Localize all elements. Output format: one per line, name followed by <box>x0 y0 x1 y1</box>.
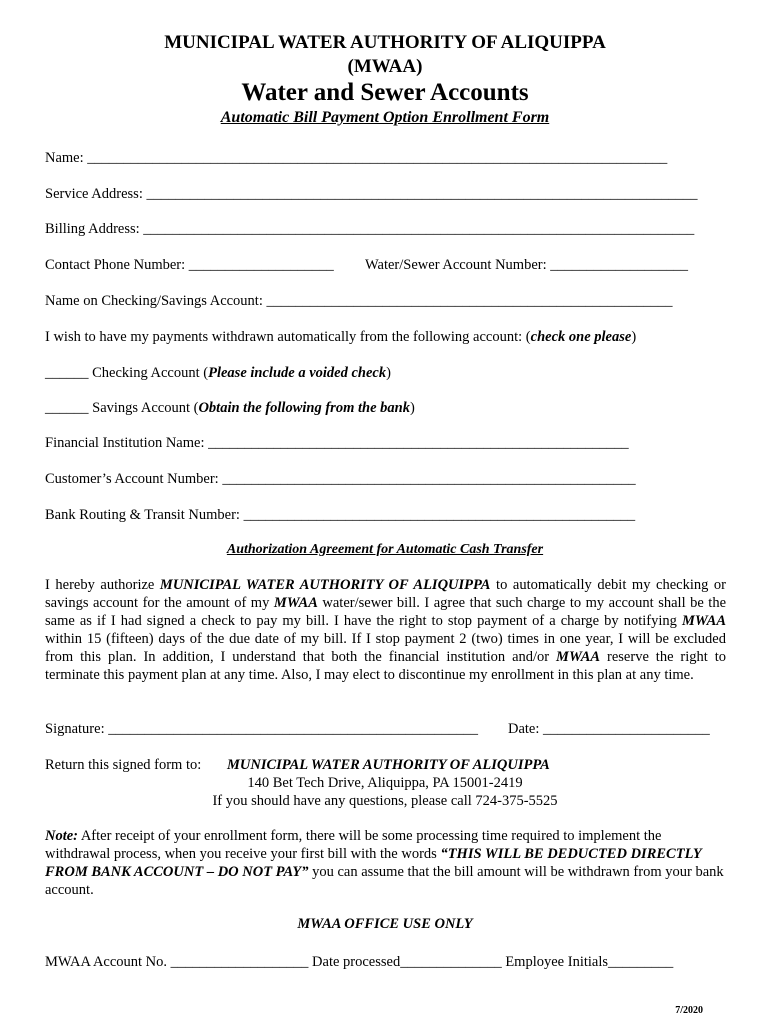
return-label: Return this signed form to: <box>45 757 202 773</box>
name-field[interactable]: Name: ________________________________________________________________________________ <box>45 150 668 166</box>
office-use-fields[interactable]: MWAA Account No. ___________________ Date processed______________ Employee Initials_________ <box>45 954 674 970</box>
page-subtitle: Automatic Bill Payment Option Enrollment Form <box>220 109 550 126</box>
account-number-field[interactable]: Water/Sewer Account Number: ___________________ <box>365 257 689 273</box>
account-choice-intro: I wish to have my payments withdrawn automatically from the following account: (check one please) <box>45 329 637 345</box>
service-address-field[interactable]: Service Address: ____________________________________________________________________________ <box>45 186 698 202</box>
revision-date: 7/2020 <box>675 1005 703 1016</box>
date-field[interactable]: Date: _______________________ <box>508 721 710 737</box>
checking-account-option[interactable]: ______ Checking Account (Please include a voided check) <box>45 365 391 381</box>
note-paragraph: Note: After receipt of your enrollment form, there will be some processing time required to implement the withdrawal process, when you receive your first bill with the words “THIS WILL BE DEDUCTED DIRECTLY FROM BANK ACCOUNT – DO NOT PAY” you can assume that the bill amount will be withdrawn from your bank account. <box>45 828 724 898</box>
authorization-title: Authorization Agreement for Automatic Cash Transfer <box>226 542 544 557</box>
customer-account-field[interactable]: Customer’s Account Number: _________________________________________________________ <box>45 471 636 487</box>
header-abbreviation: (MWAA) <box>347 56 423 77</box>
questions-phone: If you should have any questions, please call 724-375-5525 <box>212 793 558 809</box>
billing-address-field[interactable]: Billing Address: ____________________________________________________________________________ <box>45 221 695 237</box>
return-organization: MUNICIPAL WATER AUTHORITY OF ALIQUIPPA <box>227 757 550 773</box>
return-address: 140 Bet Tech Drive, Aliquippa, PA 15001-2419 <box>247 775 523 791</box>
office-use-title: MWAA OFFICE USE ONLY <box>297 916 473 932</box>
authorization-paragraph: I hereby authorize MUNICIPAL WATER AUTHORITY OF ALIQUIPPA to automatically debit my checking or savings account for the amount of my MWAA water/sewer bill. I agree that such charge to my account shall be the same as if I had signed a check to pay my bill. I have the right to stop payment of a charge by notifying MWAA within 15 (fifteen) days of the due date of my bill. If I stop payment 2 (two) times in one year, I will be excluded from this plan. In addition, I understand that both the financial institution and/or MWAA reserve the right to terminate this payment plan at any time. Also, I may elect to discontinue my enrollment in this plan at any time. <box>45 577 727 683</box>
financial-institution-field[interactable]: Financial Institution Name: __________________________________________________________ <box>45 435 629 451</box>
savings-account-option[interactable]: ______ Savings Account (Obtain the following from the bank) <box>45 400 415 416</box>
page-title: Water and Sewer Accounts <box>241 79 529 106</box>
signature-field[interactable]: Signature: ___________________________________________________ <box>45 721 478 737</box>
name-on-account-field[interactable]: Name on Checking/Savings Account: ________________________________________________________ <box>45 293 673 309</box>
header-authority-name: MUNICIPAL WATER AUTHORITY OF ALIQUIPPA <box>164 32 606 53</box>
routing-number-field[interactable]: Bank Routing & Transit Number: ______________________________________________________ <box>45 507 636 523</box>
contact-phone-field[interactable]: Contact Phone Number: ____________________ <box>45 257 334 273</box>
